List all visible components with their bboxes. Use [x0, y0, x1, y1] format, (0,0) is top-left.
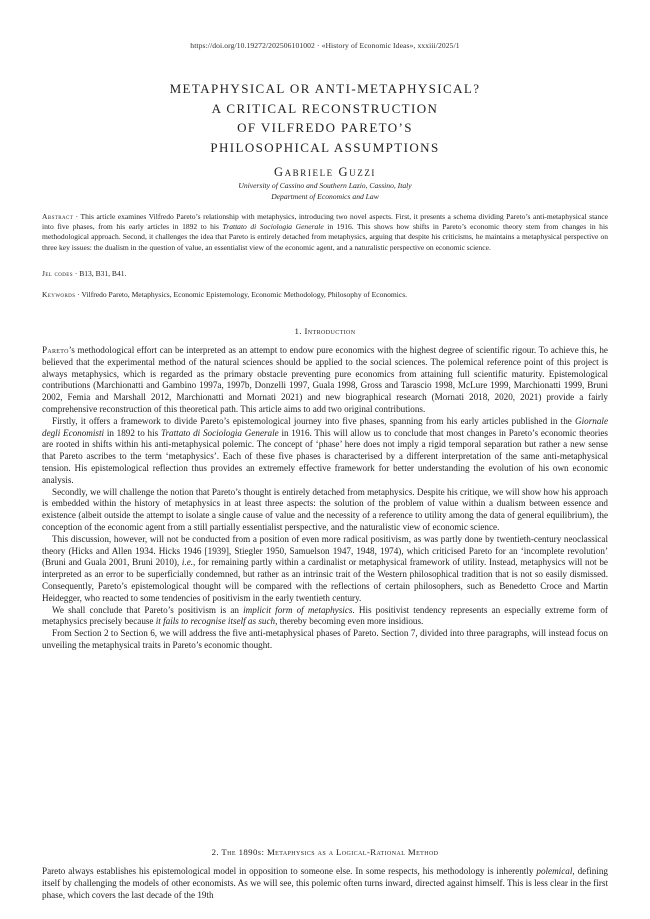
title-line: A CRITICAL RECONSTRUCTION [211, 100, 439, 116]
running-head: https://doi.org/10.19272/202506101002 · «History of Economic Ideas», xxxiii/2025/1 [190, 41, 460, 50]
italic-text: Giornale degli Economisti [42, 415, 608, 438]
affiliation-university: University of Cassino and Southern Lazio, Cassino, Italy [238, 181, 412, 190]
paragraph-text: for remaining partly within a cardinalist or metaphysical framework of utility. Instead, metaphysics will not be interpreted as an error to be superficially condemned, but rather as an intrinsic trait of the Western philosophical tradition that is not so easily dismissed. Consequently, Pareto’s epistemological thought will be compared with the reflections of certain philosophers, such as Benedetto Croce and Martin Heidegger, who reacted to some tendencies of positivism in the early twentieth century. [42, 557, 608, 603]
paragraph [42, 866, 608, 901]
abstract-text-a: · This article examines Vilfredo Pareto’s relationship with metaphysics, introducing two novel aspects. First, it presents a schema dividing Pareto’s anti-metaphysical stance into five phases, from his early articles in 1892 to his [42, 212, 608, 232]
italic-text: polemical [536, 866, 573, 876]
jel-text: · B13, B31, B41. [72, 269, 127, 278]
paragraph-text: , thereby becoming even more insidious. [275, 616, 424, 627]
italic-text: i.e., [181, 557, 196, 568]
section-heading-1890s: 2. The 1890s: Metaphysics as a Logical-Rational Method [211, 847, 439, 857]
paragraph-text: , defining itself by challenging the models of other economists. As we will see, this polemic often turns inward, directed against himself. This is less clear in the first phase, which covers the last decade of the 19th [42, 866, 608, 900]
paragraph [42, 416, 608, 487]
paragraph-text: Firstly, it offers a framework to divide Pareto’s epistemological journey into five phases, spanning from his early articles published in the [52, 415, 576, 426]
paragraph-text: This discussion, however, will not be conducted from a position of even more radical positivism, as was partly done by twentieth-century neoclassical theory (Hicks and Allen 1934. Hicks 1946 [1939], Stiegler 1950, Samuelson 1947, 1948, 1974), which criticised Pareto for an ‘incomplete revolution’ (Bruni and Guala 2001, Bruni 2010), [42, 533, 608, 568]
paragraph-text: Pareto always establishes his epistemological model in opposition to someone else. In some respects, his methodology is inherently [42, 866, 537, 876]
introduction-body [42, 345, 608, 652]
section2-body [42, 866, 608, 901]
section-heading-introduction: 1. Introduction [294, 326, 356, 336]
abstract-label: Abstract [42, 212, 74, 221]
paragraph-text: . His positivist tendency represents an especially extreme form of metaphysics precisely because [42, 604, 608, 627]
paragraph [42, 534, 608, 605]
paragraph-text: in 1892 to his [104, 427, 161, 438]
italic-text: it fails to recognise itself as such [155, 616, 276, 627]
paragraph: Secondly, we will challenge the notion that Pareto’s thought is entirely detached from metaphysics. Despite his critique, we will show how his approach is embedded within the history of metaphysics in at least three aspects: the solution of the problem of value within a dualism between essence and existence (albeit outside the attempt to isolate a single cause of value and the necessity of a reference to utility among the data of general equilibrium), the conception of the economic agent from a still partially essentialist perspective, and the naturalistic view of economic science. [42, 486, 608, 532]
affiliation-department: Department of Economics and Law [271, 191, 379, 201]
lead-word: Pareto [42, 345, 69, 355]
italic-text: Trattato di Sociologia Generale [160, 427, 279, 438]
title-line: METAPHYSICAL OR ANTI-METAPHYSICAL? [169, 81, 481, 96]
title-line: PHILOSOPHICAL ASSUMPTIONS [210, 140, 440, 156]
paragraph: From Section 2 to Section 6, we will address the five anti-metaphysical phases of Pareto. Section 7, divided into three paragraphs, will instead focus on unveiling the metaphysical traits in Pareto’s economic thought. [42, 628, 608, 650]
article-title [0, 79, 650, 158]
keywords-text: · Vilfredo Pareto, Metaphysics, Economic Epistemology, Economic Methodology, Philosophy of Economics. [75, 290, 408, 299]
keywords-label: Keywords [42, 290, 76, 299]
paragraph [42, 345, 608, 416]
abstract-text-b: in 1916. This shows how shifts in Pareto’s economic theory stem from changes in his methodological approach. Second, it challenges the idea that Pareto is entirely detached from metaphysics, arguing that despite his criticisms, he maintains a metaphysical perspective on three key issues: the dualism in the question of value, an essentialist view of the economic agent, and a naturalistic perspective on economic science. [42, 222, 608, 252]
paragraph-text: We shall conclude that Pareto’s positivism is an [52, 604, 244, 615]
paragraph-text: ’s methodological effort can be interpreted as an attempt to endow pure economics with the highest degree of scientific rigour. To achieve this, he believed that the experimental method of the natural sciences should be applied to the social sciences. The polemical reference point of this project is always metaphysics, which is regarded as the primary obstacle preventing pure economics from attaining full scientific maturity. Epistemological contributions (Marchionatti and Gambino 1997a, 1997b, Donzelli 1997, Guala 1998, Gross and Tarascio 1998, McLure 1999, Marchionatti 1999, Bruni 2002, Femia and Marshall 2012, Marchionatti and Mornati 2021) and new biographical research (Mornati 2018, 2020, 2021) provide a fairly comprehensive reconstruction of this theoretical path. This article aims to add two original contributions. [42, 345, 608, 414]
title-line: OF VILFREDO PARETO’S [237, 120, 413, 136]
paragraph [42, 605, 608, 629]
abstract-italic: Trattato di Sociologia Generale [222, 222, 324, 232]
paragraph-text: in 1916. This will allow us to conclude that most changes in Pareto’s economic theories are rooted in shifts within his anti-metaphysical polemic. The concept of ‘phase’ here does not imply a rigid temporal separation but rather a new sense that Pareto ascribes to the term ‘metaphysics’. Each of these five phases is characterised by a different interpretation of the same anti-metaphysical tension. His epistemological reflection thus provides an extremely effective framework for better understanding the evolution of his own economic analysis. [42, 427, 608, 485]
jel-codes [42, 269, 608, 279]
author-name: Gabriele Guzzi [273, 165, 377, 179]
abstract [42, 212, 608, 253]
jel-label: Jel codes [42, 269, 73, 278]
affiliation [0, 181, 650, 202]
italic-text: implicit form of metaphysics [243, 604, 353, 615]
keywords [42, 290, 608, 300]
